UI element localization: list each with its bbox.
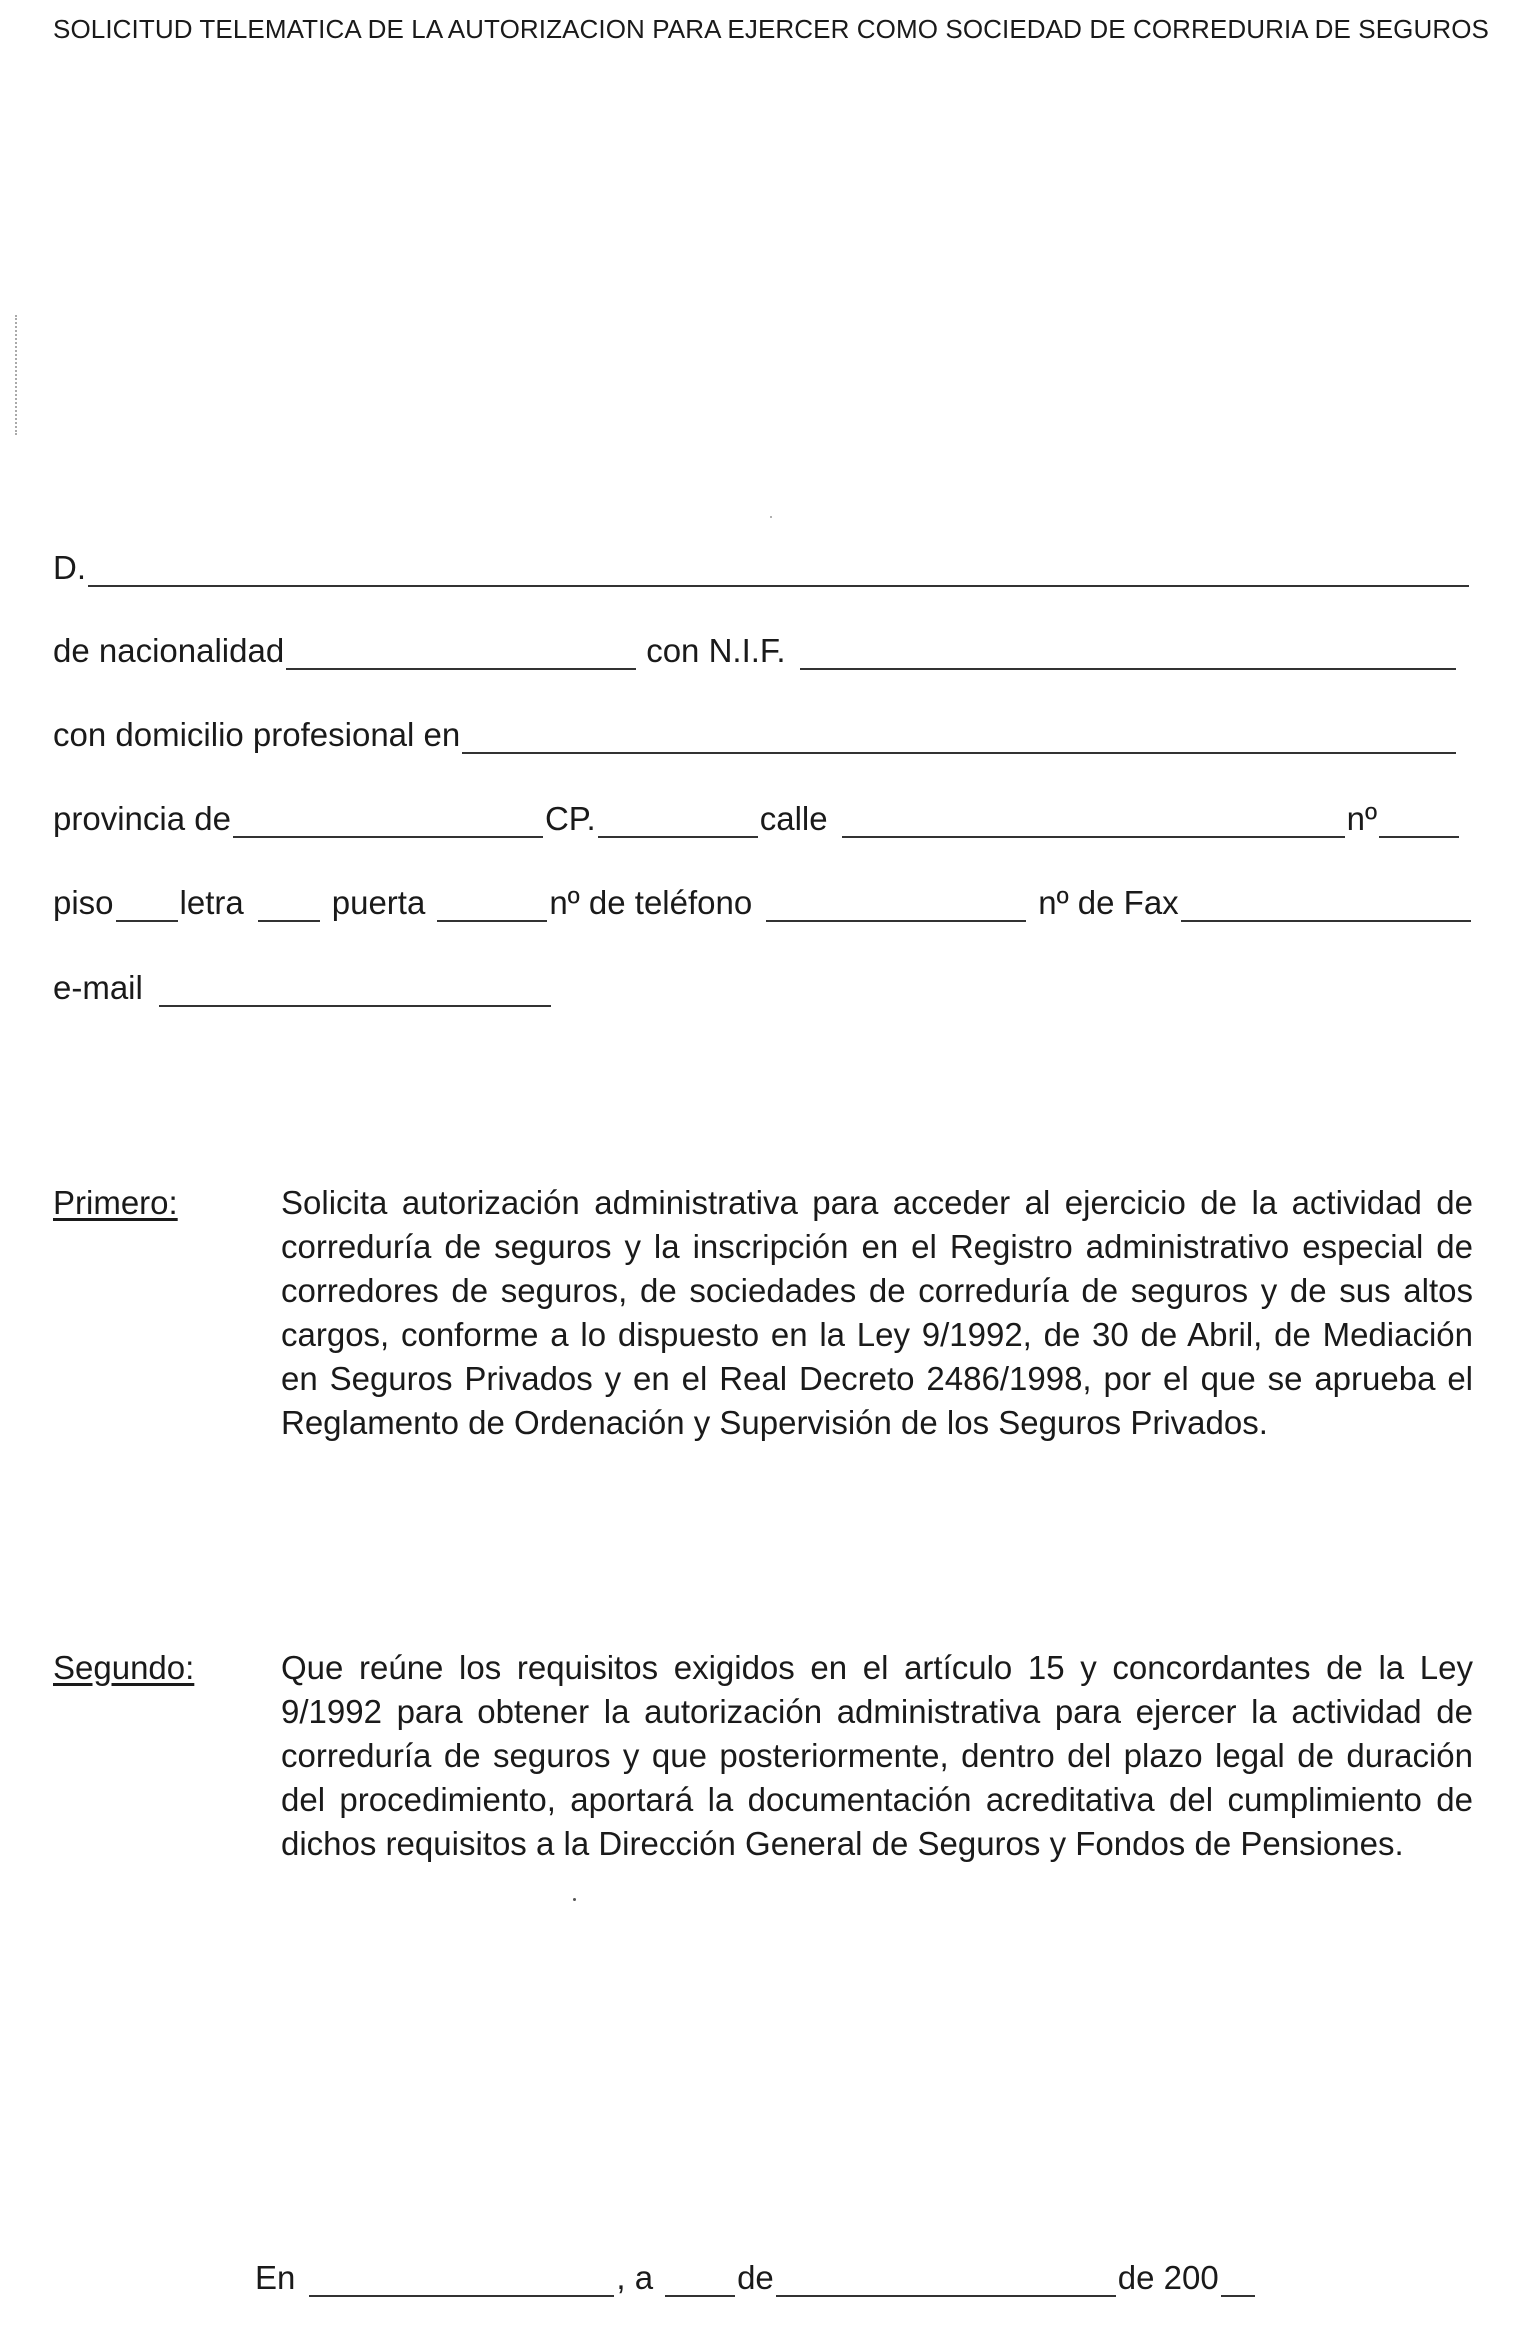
row-domicilio (53, 712, 1458, 754)
piso-field[interactable] (116, 890, 178, 922)
signature-place-date (255, 2255, 1257, 2297)
clause-primero (53, 1181, 1473, 1481)
scan-speck (770, 516, 772, 518)
telefono-label: nº de teléfono (549, 884, 753, 921)
segundo-label: Segundo: (53, 1649, 195, 1686)
puerta-field[interactable] (437, 890, 547, 922)
domicilio-label: con domicilio profesional en (53, 716, 461, 753)
email-label: e-mail (53, 969, 143, 1006)
letra-field[interactable] (258, 890, 320, 922)
row-provincia (53, 796, 1461, 838)
provincia-label: provincia de (53, 800, 231, 837)
provincia-field[interactable] (233, 806, 543, 838)
row-name (53, 545, 1471, 587)
de-label-2: de 200 (1117, 2259, 1219, 2296)
nif-label: con N.I.F. (646, 632, 786, 669)
year-field[interactable] (1221, 2265, 1255, 2297)
numero-field[interactable] (1379, 806, 1459, 838)
day-field[interactable] (665, 2265, 735, 2297)
puerta-label: puerta (331, 884, 426, 921)
calle-label: calle (759, 800, 828, 837)
month-field[interactable] (776, 2265, 1116, 2297)
calle-field[interactable] (842, 806, 1345, 838)
email-field[interactable] (159, 975, 551, 1007)
margin-scan-marks (15, 315, 19, 435)
primero-text: Solicita autorización administrativa para acceder al ejercicio de la actividad de correduría de seguros y la inscripción en el Registro administrativo especial de corredores de seguros, de sociedades de correduría de seguros y de sus altos cargos, conforme a lo dispuesto en la Ley 9/1992, de 30 de Abril, de Mediación en Seguros Privados y en el Real Decreto 2486/1998, por el que se aprueba el Reglamento de Ordenación y Supervisión de los Seguros Privados. (281, 1184, 1473, 1441)
d-label: D. (53, 549, 86, 586)
letra-label: letra (179, 884, 244, 921)
nif-field[interactable] (800, 638, 1456, 670)
piso-label: piso (53, 884, 114, 921)
city-field[interactable] (309, 2265, 614, 2297)
numero-label: nº (1346, 800, 1377, 837)
telefono-field[interactable] (766, 890, 1026, 922)
name-field[interactable] (88, 555, 1469, 587)
row-piso (53, 880, 1473, 922)
row-nacionalidad (53, 628, 1458, 670)
row-email (53, 965, 553, 1007)
document-title: SOLICITUD TELEMATICA DE LA AUTORIZACION PARA EJERCER COMO SOCIEDAD DE CORREDURIA DE SEGUROS (53, 14, 1490, 44)
nacionalidad-field[interactable] (286, 638, 636, 670)
clause-segundo (53, 1646, 1473, 1886)
cp-field[interactable] (598, 806, 758, 838)
domicilio-field[interactable] (462, 722, 1456, 754)
nacionalidad-label: de nacionalidad (53, 632, 285, 669)
scan-speck (573, 1898, 576, 1901)
fax-field[interactable] (1181, 890, 1471, 922)
primero-label: Primero: (53, 1184, 178, 1221)
segundo-text: Que reúne los requisitos exigidos en el artículo 15 y concordantes de la Ley 9/1992 para obtener la autorización administrativa para ejercer la actividad de correduría de seguros y que posteriormente, dentro del plazo legal de duración del procedimiento, aportará la documentación acreditativa del cumplimiento de dichos requisitos a la Dirección General de Seguros y Fondos de Pensiones. (281, 1649, 1473, 1862)
fax-label: nº de Fax (1038, 884, 1179, 921)
de-label-1: de (737, 2259, 774, 2296)
cp-label: CP. (544, 800, 596, 837)
a-label: , a (616, 2259, 654, 2296)
en-label: En (255, 2259, 296, 2296)
